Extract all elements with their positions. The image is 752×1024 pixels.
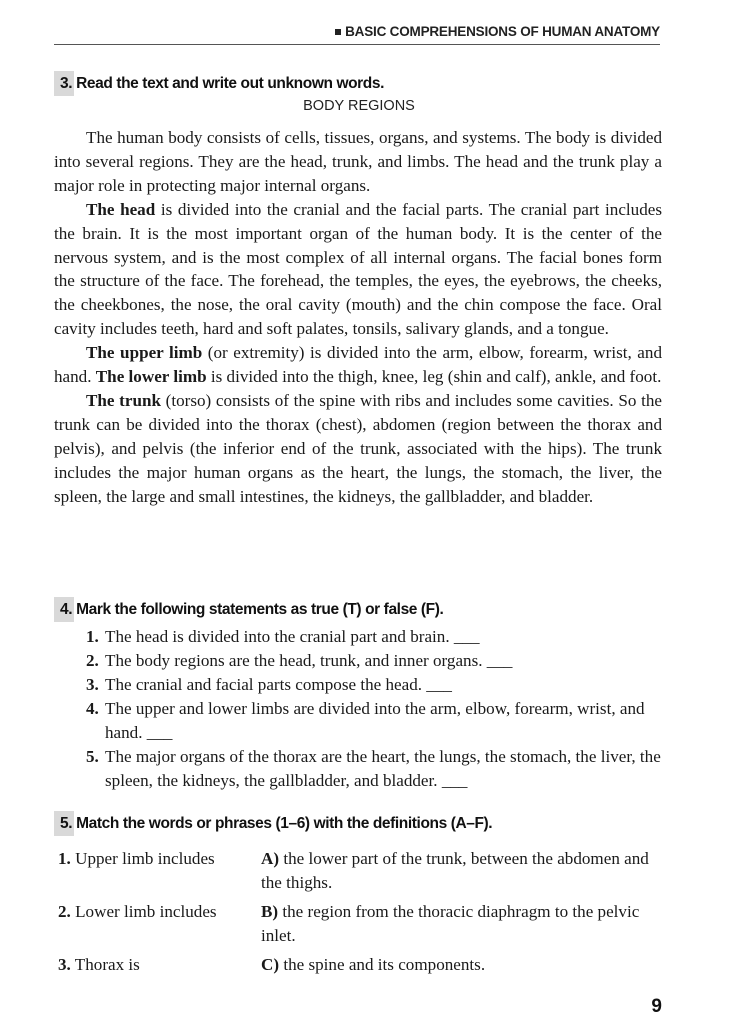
matching-table bbox=[58, 847, 668, 983]
term-cell: 3. Thorax is bbox=[58, 955, 140, 974]
paragraph-intro: The human body consists of cells, tissues, organs, and systems. The body is divided into several regions. They are the head, trunk, and limbs. The head and the trunk play a major role in protecting major internal organs. bbox=[54, 128, 662, 195]
task-4-heading bbox=[54, 597, 664, 622]
header-title: BASIC COMPREHENSIONS OF HUMAN ANATOMY bbox=[335, 24, 660, 39]
task-3-heading bbox=[54, 71, 664, 96]
reading-text bbox=[54, 126, 662, 509]
paragraph-head: The head is divided into the cranial and the facial parts. The cranial part includes the brain. It is the most important organ of the human body. It is the center of the nervous system, and is the most complex of all internal organs. The facial bones form the structure of the face. The forehead, the temples, the eyes, the eyebrows, the cheeks, the cheekbones, the nose, the oral cavity (mouth) and the chin compose the face. Oral cavity includes teeth, hard and soft palates, tonsils, salivary glands, and a tongue. bbox=[54, 199, 662, 339]
header-rule bbox=[54, 44, 660, 45]
definition-cell: B) the region from the thoracic diaphragm to the pelvic inlet. bbox=[261, 902, 640, 945]
list-item: 4. The upper and lower limbs are divided into the arm, elbow, forearm, wrist, and hand. ___ bbox=[86, 699, 645, 742]
list-item: 1. The head is divided into the cranial part and brain. ___ bbox=[86, 627, 480, 646]
paragraph-trunk: The trunk (torso) consists of the spine with ribs and includes some cavities. So the trunk can be divided into the thorax (chest), abdomen (region between the thorax and pelvis), and pelvis (the inferior end of the trunk, associated with the hips). The trunk includes the major human organs as the heart, the lungs, the stomach, the liver, the spleen, the large and small intestines, the kidneys, the gallbladder, and bladder. bbox=[54, 390, 662, 506]
task-3-instruction: Read the text and write out unknown words. bbox=[76, 75, 385, 92]
table-row bbox=[58, 847, 668, 894]
task-5-number: 5. bbox=[54, 811, 74, 836]
definition-cell: A) the lower part of the trunk, between the abdomen and the thighs. bbox=[261, 849, 649, 892]
list-item: 5. The major organs of the thorax are the heart, the lungs, the stomach, the liver, the spleen, the kidneys, the gallbladder, and bladder. ___ bbox=[86, 747, 661, 790]
paragraph-limbs: The upper limb (or extremity) is divided into the arm, elbow, forearm, wrist, and hand. The lower limb is divided into the thigh, knee, leg (shin and calf), ankle, and foot. bbox=[54, 343, 662, 387]
term-cell: 1. Upper limb includes bbox=[58, 849, 215, 868]
task-5-heading bbox=[54, 811, 664, 836]
list-item: 2. The body regions are the head, trunk, and inner organs. ___ bbox=[86, 651, 513, 670]
list-item: 3. The cranial and facial parts compose the head. ___ bbox=[86, 675, 452, 694]
task-4-number: 4. bbox=[54, 597, 74, 622]
task-4-instruction: Mark the following statements as true (T) or false (F). bbox=[76, 601, 444, 618]
task-3-number: 3. bbox=[54, 71, 74, 96]
true-false-list bbox=[86, 625, 666, 793]
term-cell: 2. Lower limb includes bbox=[58, 902, 217, 921]
running-header bbox=[0, 22, 752, 46]
page-number: 9 bbox=[651, 996, 662, 1017]
text-subtitle: BODY REGIONS bbox=[303, 98, 415, 114]
square-bullet-icon bbox=[335, 29, 341, 35]
definition-cell: C) the spine and its components. bbox=[261, 955, 486, 974]
table-row bbox=[58, 953, 668, 977]
table-row bbox=[58, 900, 668, 947]
task-5-instruction: Match the words or phrases (1–6) with the definitions (A–F). bbox=[76, 815, 493, 832]
